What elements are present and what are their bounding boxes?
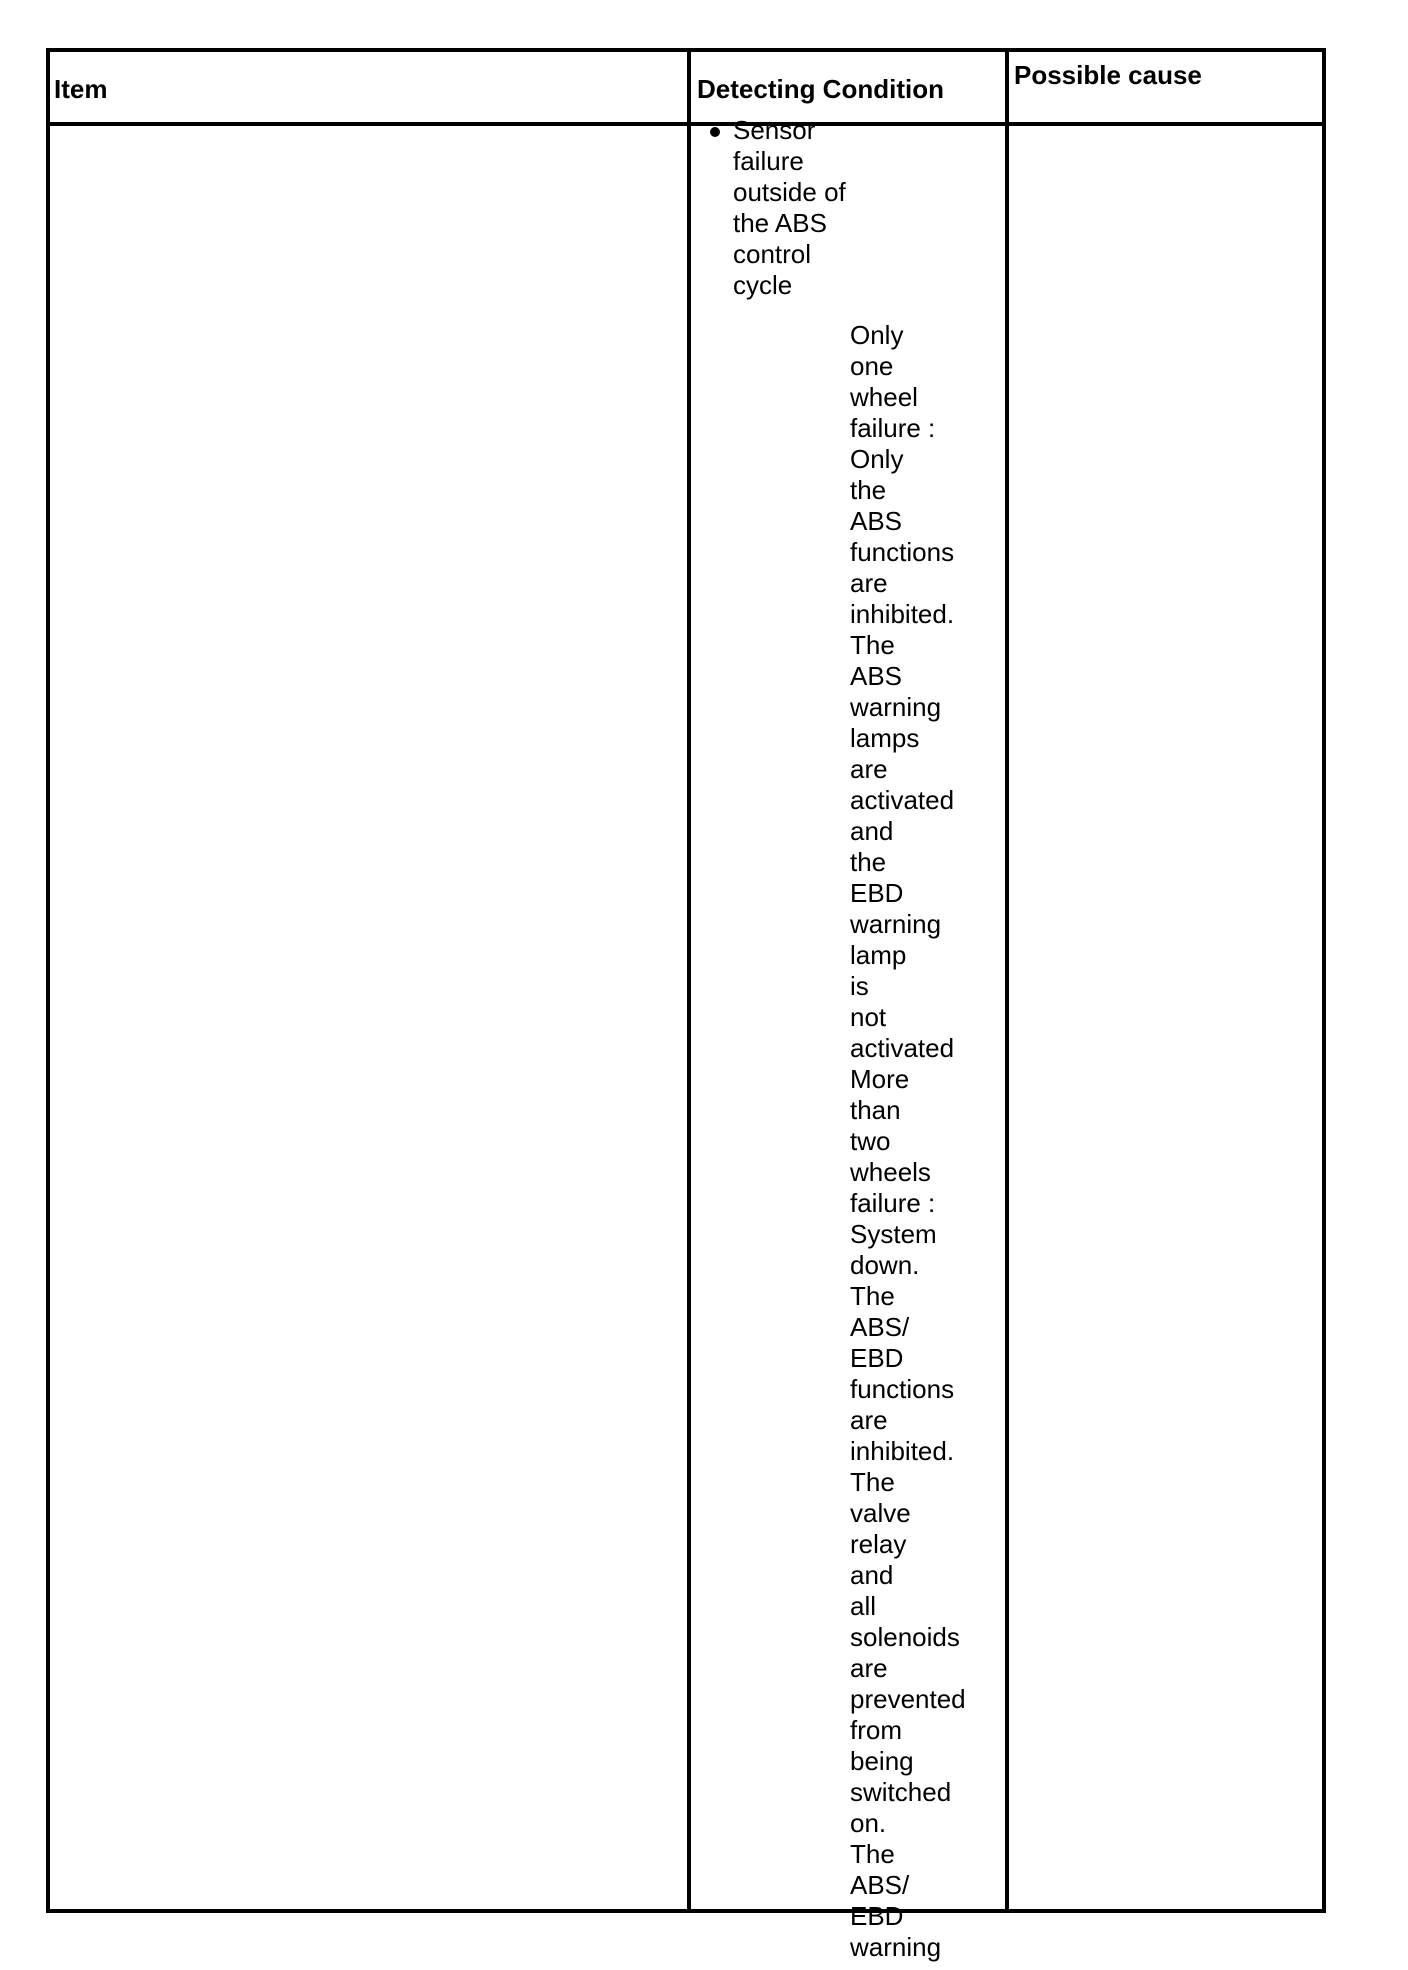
bullet-text: Sensor failure outside of the ABS control cycle	[733, 115, 846, 300]
header-detecting-condition: Detecting Condition	[697, 74, 944, 104]
detecting-condition-details	[850, 320, 966, 1962]
details-text: Only one wheel failure : Only the ABS functions are inhibited. The ABS warning lamps are activated and the EBD warning lamp is not activated More than two wheels failure : System down. The ABS/ EBD functions are inhibited. The valve relay and all solenoids are prevented from being switched on. The ABS/ EBD warning	[850, 320, 966, 1962]
column-divider-2	[1005, 52, 1009, 1909]
column-divider-1	[687, 52, 691, 1909]
header-item: Item	[54, 74, 108, 104]
header-possible-cause: Possible cause	[1014, 60, 1202, 90]
detecting-condition-bullet	[733, 115, 863, 301]
diagnostic-table	[46, 48, 1326, 1913]
table-header-row	[50, 52, 1322, 126]
bullet-dot-icon	[710, 127, 720, 137]
